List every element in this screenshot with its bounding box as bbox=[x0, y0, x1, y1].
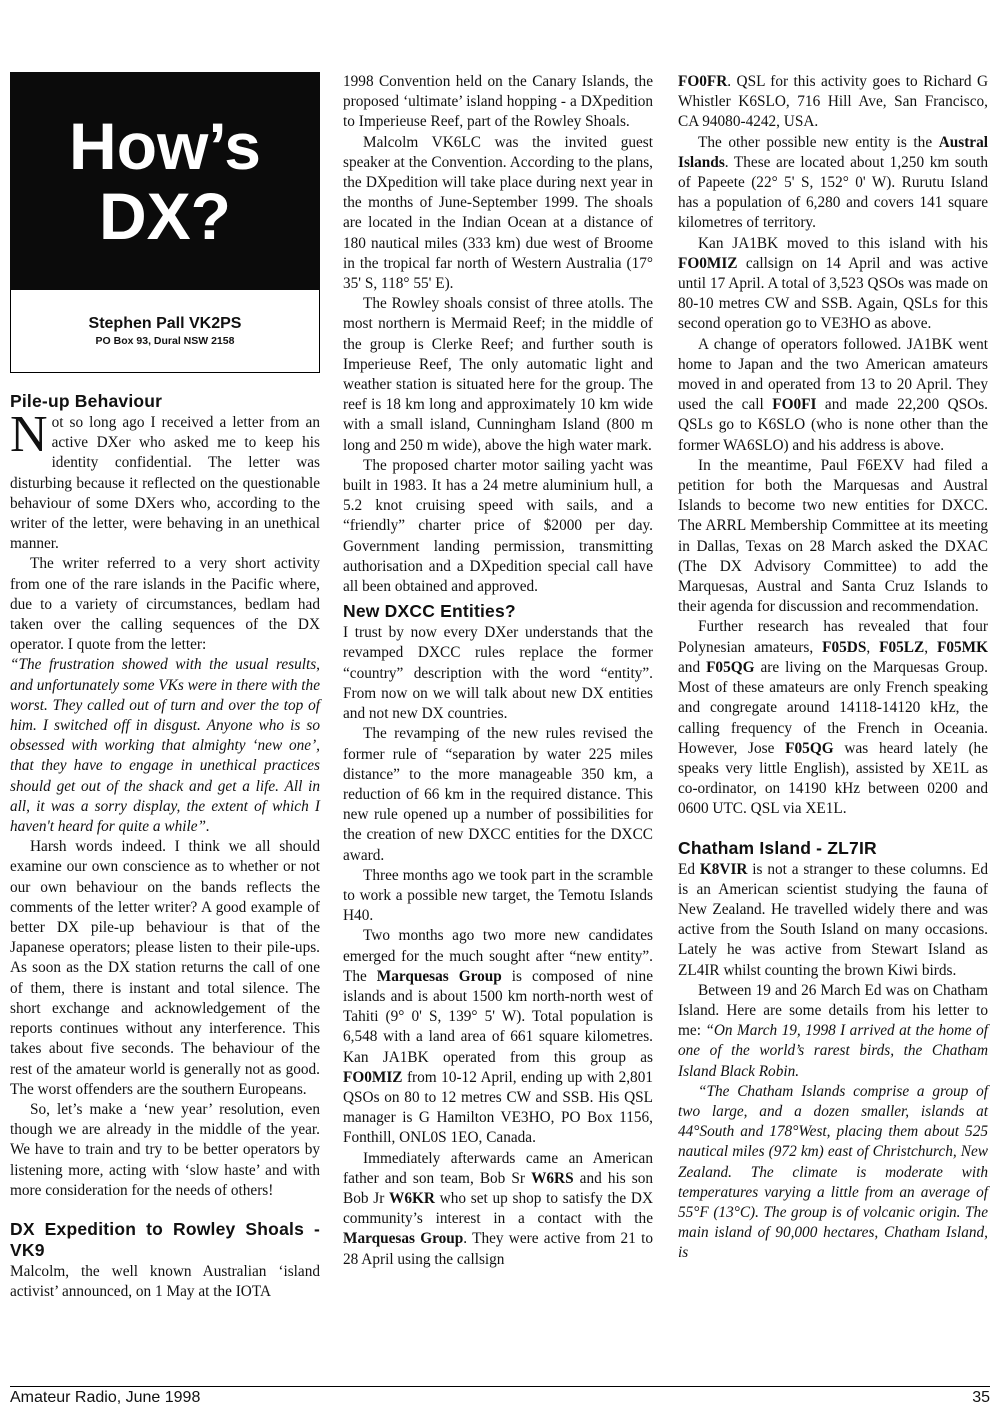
paragraph: Not so long ago I received a letter from an active DXer who asked me to keep his identity confidential. The letter was disturbing because it reflected on the questionable behaviour of some DXers who, according to the writer of the letter, were behaving in an unethical manner. bbox=[10, 406, 320, 553]
paragraph: The other possible new entity is the Austral Islands. These are located about 1,250 km south of Papeete (22° 5' S, 152° 0' W). Rurutu Island has a population of 6,280 and covers 141 square kilometres of territory. bbox=[678, 133, 988, 232]
paragraph: FO0FR. QSL for this activity goes to Richard G Whistler K6SLO, 716 Hill Ave, San Francisco, CA 94080-4242, USA. bbox=[678, 73, 988, 131]
paragraph: In the meantime, Paul F6EXV had filed a petition for both the Marquesas and Austral Islands to become two new entities for DXCC. The ARRL Membership Committee at its meeting in Dallas, Texas on 28 March asked the DXAC (The DX Advisory Committee) to add the Marquesas, Austral and Santa Cruz Islands to their agenda for discussion and recommendation. bbox=[678, 456, 988, 616]
paragraph: Two months ago two more new candidates emerged for the much sought after “new entity”. The Marquesas Group is composed of nine islands and is about 1500 km north-north west of Tahiti (9° 0' S, 139° 5' W). Total population is 6,548 with a land area of 661 square kilometres. Kan JA1BK operated from this group as FO0MIZ from 10-12 April, ending up with 2,801 QSOs on 80 to 12 metres CW and SSB. His QSL manager is G Hamilton VE3HO, PO Box 1156, Fonthill, ONL0S 1EO, Canada. bbox=[343, 927, 653, 1147]
title-line-1: How’s bbox=[69, 109, 261, 183]
paragraph: So, let’s make a ‘new year’ resolution, even though we are already in the middle of the year. We have to train and try to be better operators by listening more, acting with ‘slow haste’ and with more consideration for the needs of others! bbox=[10, 1100, 320, 1199]
paragraph: Harsh words indeed. I think we all should examine our own conscience as to whether or not our own behaviour on the bands reflects the comments of the letter writer? A good example of better DX pile-up behaviour is that of the Japanese operators; please listen to their pile-ups. As soon as the DX station returns the call of one of them, there is instant and total silence. The short exchange and acknowledgement of the reports continues without any interference. This takes about five seconds. The behaviour of the rest of the amateur world is generally not as good. The worst offenders are the southern Europeans. bbox=[10, 838, 320, 1098]
author-name: Stephen Pall VK2PS bbox=[88, 315, 242, 332]
paragraph: Immediately afterwards came an American father and son team, Bob Sr W6RS and his son Bob Jr W6KR who set up shop to satisfy the DX community’s interest in a contact with the Marquesas Group. They were active from 21 to 28 April using the callsign bbox=[343, 1149, 653, 1268]
paragraph: Malcolm, the well known Australian ‘island activist’ announced, on 1 May at the IOTA bbox=[10, 1262, 320, 1301]
callsign: K8VIR bbox=[699, 860, 748, 878]
paragraph: A change of operators followed. JA1BK went home to Japan and the two American amateurs moved in and operated from 13 to 20 April. They used the call FO0FI and made 22,200 QSOs. QSLs go to K6SLO (who is none other than the former WA6SLO) and his address is above. bbox=[678, 335, 988, 454]
column-title-box bbox=[10, 72, 320, 290]
heading-chatham-island: Chatham Island - ZL7IR bbox=[678, 837, 877, 858]
callsign: F05LZ bbox=[879, 638, 925, 656]
callsign: F05QG bbox=[785, 739, 834, 757]
callsign: FO0MIZ bbox=[343, 1068, 403, 1086]
footer-publication: Amateur Radio, June 1998 bbox=[10, 1389, 201, 1406]
paragraph: The proposed charter motor sailing yacht was built in 1983. It has a 24 metre aluminium hull, a 5.2 knot cruising speed with sails, and a “friendly” charter price of $2000 per day. Government landing permission, transmitting authorisation and a DXpedition special call have all been obtained and approved. bbox=[343, 456, 653, 596]
quote-text: “On March 19, 1998 I arrived at the home of one of the world’s rarest birds, the Chatham Island Black Robin. bbox=[678, 1022, 988, 1080]
quote-paragraph: “The frustration showed with the usual results, and unfortunately some VKs were in there with the worst. They called out of turn and over the top of him. I switched off in disgust. Anyone who is so obsessed with working that almighty ‘new one’, that they have to engage in unethical practices should get out of the shack and get a life. All in all, it was a sorry display, the extent of which I haven't heard for quite a while”. bbox=[10, 656, 320, 836]
author-address: PO Box 93, Dural NSW 2158 bbox=[95, 335, 235, 347]
paragraph: Between 19 and 26 March Ed was on Chatham Island. Here are some details from his letter to me: “On March 19, 1998 I arrived at the home of one of the world’s rarest birds, the Chatham Island Black Robin. bbox=[678, 981, 988, 1080]
callsign: FO0FR bbox=[678, 73, 728, 90]
bold-term: Marquesas Group bbox=[343, 1230, 464, 1248]
paragraph: Three months ago we took part in the scramble to work a possible new target, the Temotu Islands H40. bbox=[343, 866, 653, 925]
column-1 bbox=[10, 72, 320, 1302]
column-2 bbox=[343, 72, 653, 1270]
callsign: F05QG bbox=[706, 658, 755, 676]
callsign: F05MK bbox=[937, 638, 988, 656]
footer-page-number: 35 bbox=[972, 1389, 990, 1406]
callsign: FO0MIZ bbox=[678, 254, 738, 272]
paragraph: The writer referred to a very short activity from one of the rare islands in the Pacific where, due to a variety of circumstances, bedlam had taken over the calling sequences of the DX operator. I quote from the letter: bbox=[10, 555, 320, 654]
paragraph: Ed K8VIR is not a stranger to these columns. Ed is an American scientist studying the fauna of New Zealand. He travelled widely there and was active from the South Island on many occasions. Lately he was active from Stewart Island as ZL4IR whilst counting the brown Kiwi birds. bbox=[678, 860, 988, 979]
heading-rowley-shoals: DX Expedition to Rowley Shoals - VK9 bbox=[10, 1218, 320, 1260]
callsign: FO0FI bbox=[772, 396, 817, 414]
paragraph: The Rowley shoals consist of three atolls. The most northern is Mermaid Reef; in the middle of the group is Clerke Reef; and further south is Imperieuse Reef, The only automatic light and weather station is situated here for the group. The reef is 18 km long and approximately 10 km wide with a small island, Cunningham Island (800 m long and 250 m wide), above the high water mark. bbox=[343, 295, 653, 454]
callsign: W6RS bbox=[531, 1169, 574, 1187]
author-box bbox=[10, 290, 320, 373]
heading-pileup-behaviour: Pile-up Behaviour bbox=[10, 391, 163, 411]
column-3 bbox=[678, 72, 988, 1264]
paragraph: Further research has revealed that four Polynesian amateurs, F05DS, F05LZ, F05MK and F05QG are living on the Marquesas Group. Most of these amateurs are only French speaking and congregate around 14118-14120 kHz, the calling frequency of the French in Oceania. However, Jose F05QG was heard lately (he speaks very little English), assisted by XE1L as co-ordinator, on 14190 kHz between 0200 and 0600 UTC. QSL via XE1L. bbox=[678, 618, 988, 818]
paragraph: I trust by now every DXer understands that the revamped DXCC rules replace the former “country” description with the word “entity”. From now on we will talk about new DX entities and not new DX countries. bbox=[343, 624, 653, 723]
heading-new-dxcc-entities: New DXCC Entities? bbox=[343, 601, 516, 622]
quote-paragraph: “The Chatham Islands comprise a group of two large, and a dozen smaller, islands at 44°South and 178°West, placing them about 525 nautical miles (972 km) east of Christchurch, New Zealand. The climate is moderate with temperatures varying a little from an average of 55°F (13°C). The group is of volcanic origin. The main island of 90,000 hectares, Chatham Island, is bbox=[678, 1082, 988, 1262]
footer-rule bbox=[10, 1386, 990, 1387]
title-line-2: DX? bbox=[99, 179, 231, 253]
drop-cap: N bbox=[10, 406, 48, 463]
paragraph: The revamping of the new rules revised the former rule of “separation by water 225 miles distance” to the more manageable 350 km, a reduction of 66 km in the required distance. This new rule opened up a number of possibilities for the creation of new DXCC entities for the DXCC award. bbox=[343, 725, 653, 864]
paragraph: Malcolm VK6LC was the invited guest speaker at the Convention. According to the plans, the DXpedition will take place during next year in the months of June-September 1999. The shoals are located in the Indian Ocean at a distance of 180 nautical miles (333 km) due west of Broome in the tropical far north of Western Australia (17° 35' S, 118° 55' E). bbox=[343, 133, 653, 293]
paragraph: 1998 Convention held on the Canary Islands, the proposed ‘ultimate’ island hopping - a DXpedition to Imperieuse Reef, part of the Rowley Shoals. bbox=[343, 73, 653, 131]
callsign: F05DS bbox=[822, 638, 867, 656]
callsign: W6KR bbox=[389, 1189, 435, 1207]
bold-term: Marquesas Group bbox=[376, 967, 502, 985]
paragraph: Kan JA1BK moved to this island with his FO0MIZ callsign on 14 April and was active until 17 April. A total of 3,523 QSOs was made on 80-10 metres CW and SSB. Again, QSLs for this second operation go to VE3HO as above. bbox=[678, 234, 988, 333]
bold-term: Austral Islands bbox=[678, 133, 988, 171]
